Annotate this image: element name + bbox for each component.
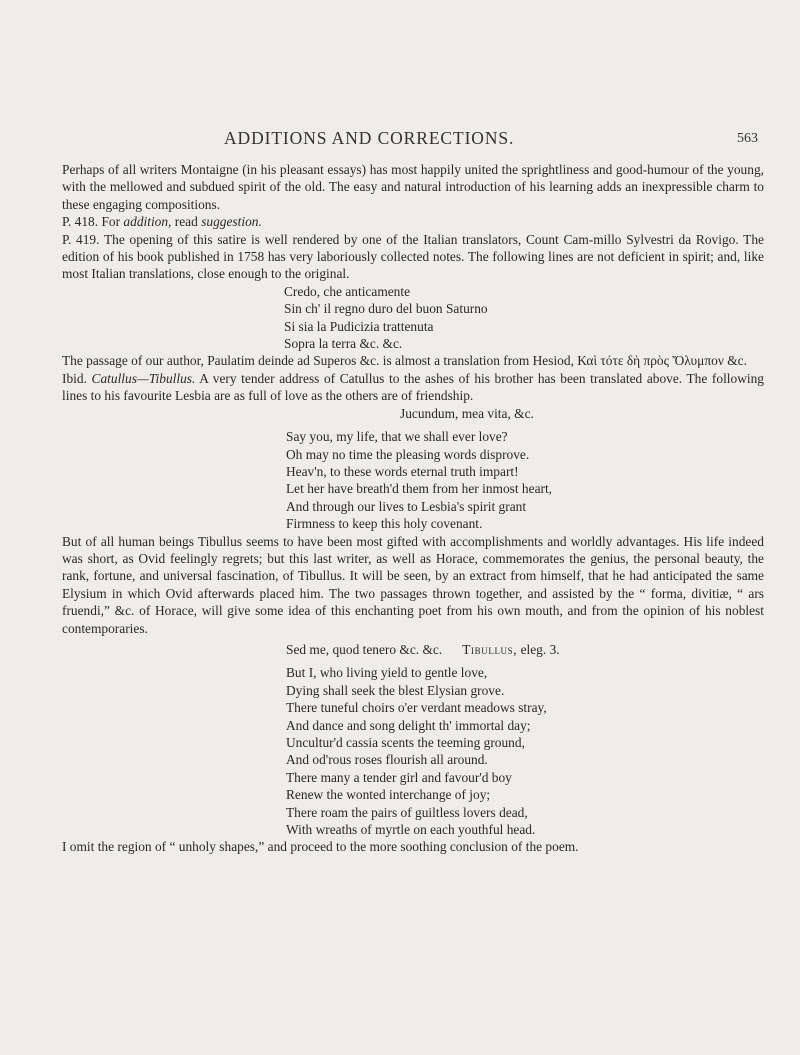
verse-line: Firmness to keep this holy covenant. (286, 516, 483, 532)
verse-line: Oh may no time the pleasing words disprove. (286, 446, 530, 462)
p418-for: For (101, 214, 121, 230)
paragraph-ibid (62, 370, 764, 405)
italian-verse (62, 283, 764, 353)
verse-line: Dying shall seek the blest Elysian grove. (286, 682, 505, 698)
verse-line: Sin ch' il regno duro del buon Saturno (284, 301, 488, 317)
verse-line: But I, who living yield to gentle love, (286, 665, 488, 681)
paragraph-montaigne: Perhaps of all writers Montaigne (in his pleasant essays) has most happily united the sprightliness and good-humour of the young, with the mellowed and subdued spirit of the old. The easy and natural introduction of his learning adds an inexpressible charm to these engaging compositions. (62, 162, 764, 212)
page-body (62, 161, 764, 856)
paragraph-p419: P. 419. The opening of this satire is well rendered by one of the Italian translators, Count Cam-millo Sylvestri da Rovigo. The edition of his book published in 1758 has very laboriously collected notes. The following lines are not deficient in spirit; and, like most Italian translations, close enough to the original. (62, 231, 764, 282)
p418-addition: addition, (123, 214, 172, 230)
paragraph-closing: I omit the region of “ unholy shapes,” and proceed to the more soothing conclusion of the poem. (62, 839, 579, 855)
p418-suggestion: suggestion. (201, 214, 262, 230)
verse-line: Let her have breath'd them from her inmost heart, (286, 481, 553, 497)
verse-line: Renew the wonted interchange of joy; (286, 787, 491, 803)
catullus-verse (62, 428, 764, 532)
verse-line: There roam the pairs of guiltless lovers dead, (286, 804, 528, 820)
tibullus-author: Tibullus, (462, 641, 518, 657)
verse-line: There tuneful choirs o'er verdant meadows stray, (286, 700, 547, 716)
ibid-text: A very tender address of Catullus to the ashes of his brother has been translated above. The following lines to his favourite Lesbia are as full of love as the others are of friendship. (62, 370, 764, 404)
page-number: 563 (737, 131, 758, 146)
tibullus-verse (62, 664, 764, 838)
verse-line: And od'rous roses flourish all around. (286, 752, 488, 768)
verse-line: Uncultur'd cassia scents the teeming ground, (286, 735, 525, 750)
paragraph-passage: The passage of our author, Paulatim deinde ad Superos &c. is almost a translation from Hesiod, Καὶ τότε δὴ πρὸς Ὄλυμπον &c. (62, 353, 747, 369)
running-head: ADDITIONS AND CORRECTIONS. (224, 128, 515, 148)
verse-line: And dance and song delight th' immortal day; (286, 717, 531, 733)
tibullus-reference (62, 641, 764, 658)
verse-line: With wreaths of myrtle on each youthful head. (286, 822, 536, 838)
tibullus-source: eleg. 3. (520, 641, 560, 657)
p418-read: read (174, 214, 198, 230)
verse-line: There many a tender girl and favour'd boy (286, 769, 512, 785)
verse-line: Say you, my life, that we shall ever love? (286, 429, 508, 445)
verse-line: Si sia la Pudicizia trattenuta (284, 318, 434, 334)
catullus-incipit: Jucundum, mea vita, &c. (400, 405, 534, 421)
verse-line: Sopra la terra &c. &c. (284, 336, 403, 352)
verse-line: Credo, che anticamente (284, 283, 411, 299)
ibid-title: Catullus—Tibullus. (91, 370, 196, 386)
p418-prefix: P. 418. (62, 214, 99, 230)
tibullus-incipit: Sed me, quod tenero &c. &c. (286, 641, 443, 657)
verse-line: Heav'n, to these words eternal truth impart! (286, 463, 519, 479)
ibid-prefix: Ibid. (62, 370, 87, 386)
paragraph-tibullus: But of all human beings Tibullus seems to have been most gifted with accomplishments and worldly advantages. His life indeed was short, as Ovid feelingly regrets; but this last writer, as well as Horace, commemorates the genius, the personal beauty, the rank, fortune, and universal fascination, of Tibullus. It will be seen, by an extract from himself, that he had anticipated the same Elysium in which Ovid afterwards placed him. The two passages thrown together, and assisted by the “ forma, divitiæ, “ ars fruendi,” &c. of Horace, will give some idea of this enchanting poet from his own mouth, and from the opinion of his noblest contemporaries. (62, 533, 764, 636)
verse-line: And through our lives to Lesbia's spirit grant (286, 498, 527, 514)
paragraph-p418 (62, 213, 764, 230)
page-header (0, 128, 800, 152)
